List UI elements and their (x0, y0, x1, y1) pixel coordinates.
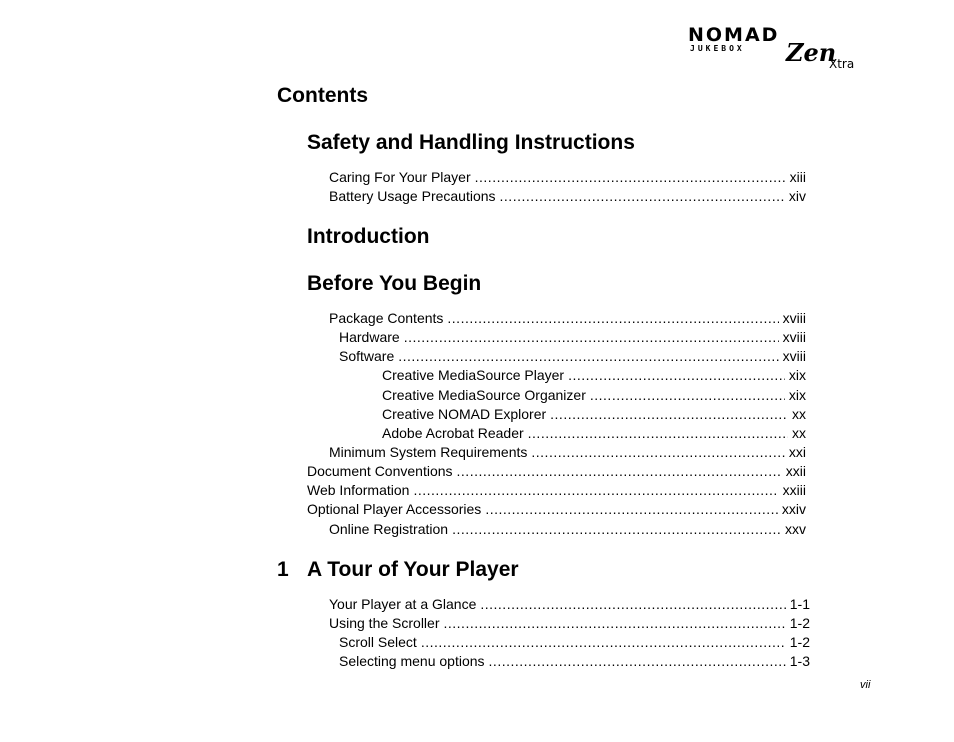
toc-entry-page: xx (792, 425, 806, 441)
toc-entry-label: Creative MediaSource Organizer (382, 387, 586, 403)
toc-entry-label: Adobe Acrobat Reader (382, 425, 524, 441)
toc-entry-page: 1-2 (789, 615, 810, 631)
page-number: vii (860, 679, 871, 691)
dot-leader (500, 187, 785, 206)
toc-entry-label: Optional Player Accessories (307, 501, 482, 517)
section-heading-introduction: Introduction (307, 225, 430, 248)
logo-jukebox-text: JUKEBOX (690, 44, 745, 53)
toc-entry-label: Battery Usage Precautions (329, 188, 496, 204)
toc-entry-page: xx (792, 406, 806, 422)
toc-entry-page: xviii (782, 348, 806, 364)
dot-leader (457, 462, 782, 481)
dot-leader (398, 347, 778, 366)
toc-entry[interactable] (329, 595, 810, 614)
toc-entry-page: 1-3 (789, 653, 810, 669)
toc-entry-label: Caring For Your Player (329, 169, 471, 185)
dot-leader (531, 443, 784, 462)
dot-leader (447, 309, 778, 328)
toc-entry-page: xxi (788, 444, 806, 460)
toc-entry-page: xviii (782, 310, 806, 326)
toc-entry-label: Using the Scroller (329, 615, 440, 631)
dot-leader (550, 405, 788, 424)
logo-zen-text: Zen (786, 38, 837, 67)
toc-entry[interactable] (382, 424, 806, 443)
dot-leader (480, 595, 785, 614)
logo-xtra-text: Xtra (829, 57, 855, 71)
toc-entry-label: Online Registration (329, 521, 449, 537)
nomad-jukebox-zen-xtra-logo (688, 26, 868, 76)
toc-entry-label: Software (339, 348, 395, 364)
contents-heading: Contents (277, 84, 368, 107)
dot-leader (404, 328, 779, 347)
toc-entry[interactable] (339, 633, 810, 652)
logo-nomad-text: NOMAD (688, 24, 780, 46)
toc-entry[interactable] (382, 366, 806, 385)
toc-entry-label: Package Contents (329, 310, 444, 326)
toc-entry[interactable] (329, 520, 806, 539)
dot-leader (568, 366, 785, 385)
toc-entry[interactable] (382, 405, 806, 424)
toc-entry[interactable] (339, 652, 810, 671)
section-heading-before-you-begin: Before You Begin (307, 272, 482, 295)
toc-entry-page: 1-2 (789, 634, 810, 650)
dot-leader (485, 500, 778, 519)
toc-entry-label: Scroll Select (339, 634, 417, 650)
dot-leader (452, 520, 781, 539)
toc-entry-label: Hardware (339, 329, 400, 345)
toc-entry[interactable] (329, 168, 806, 187)
dot-leader (413, 481, 778, 500)
dot-leader (528, 424, 788, 443)
toc-entry-page: xiii (789, 169, 806, 185)
toc-entry-label: Selecting menu options (339, 653, 485, 669)
toc-entry-label: Creative MediaSource Player (382, 367, 565, 383)
toc-entry-page: xxiii (782, 482, 806, 498)
toc-entry[interactable] (339, 328, 806, 347)
toc-entry[interactable] (307, 500, 806, 519)
toc-entry-page: xviii (782, 329, 806, 345)
toc-entry[interactable] (329, 443, 806, 462)
toc-entry-page: xxiv (781, 501, 806, 517)
toc-entry-label: Document Conventions (307, 463, 453, 479)
dot-leader (421, 633, 786, 652)
toc-entry-page: xix (788, 367, 806, 383)
toc-entry[interactable] (329, 614, 810, 633)
toc-entry-label: Web Information (307, 482, 410, 498)
toc-entry-page: xxv (785, 521, 806, 537)
toc-entry-label: Creative NOMAD Explorer (382, 406, 547, 422)
dot-leader (590, 386, 785, 405)
toc-entry[interactable] (329, 309, 806, 328)
dot-leader (489, 652, 786, 671)
toc-entry-page: 1-1 (789, 596, 810, 612)
toc-entry[interactable] (307, 462, 806, 481)
dot-leader (475, 168, 786, 187)
toc-entry[interactable] (382, 386, 806, 405)
dot-leader (444, 614, 786, 633)
toc-entry[interactable] (329, 187, 806, 206)
chapter-heading: A Tour of Your Player (307, 558, 519, 581)
toc-entry[interactable] (307, 481, 806, 500)
toc-entry-page: xiv (788, 188, 806, 204)
toc-entry[interactable] (339, 347, 806, 366)
toc-entry-label: Your Player at a Glance (329, 596, 477, 612)
chapter-number: 1 (277, 558, 289, 581)
section-heading-safety: Safety and Handling Instructions (307, 131, 635, 154)
toc-entry-page: xix (788, 387, 806, 403)
toc-entry-page: xxii (785, 463, 806, 479)
toc-entry-label: Minimum System Requirements (329, 444, 528, 460)
